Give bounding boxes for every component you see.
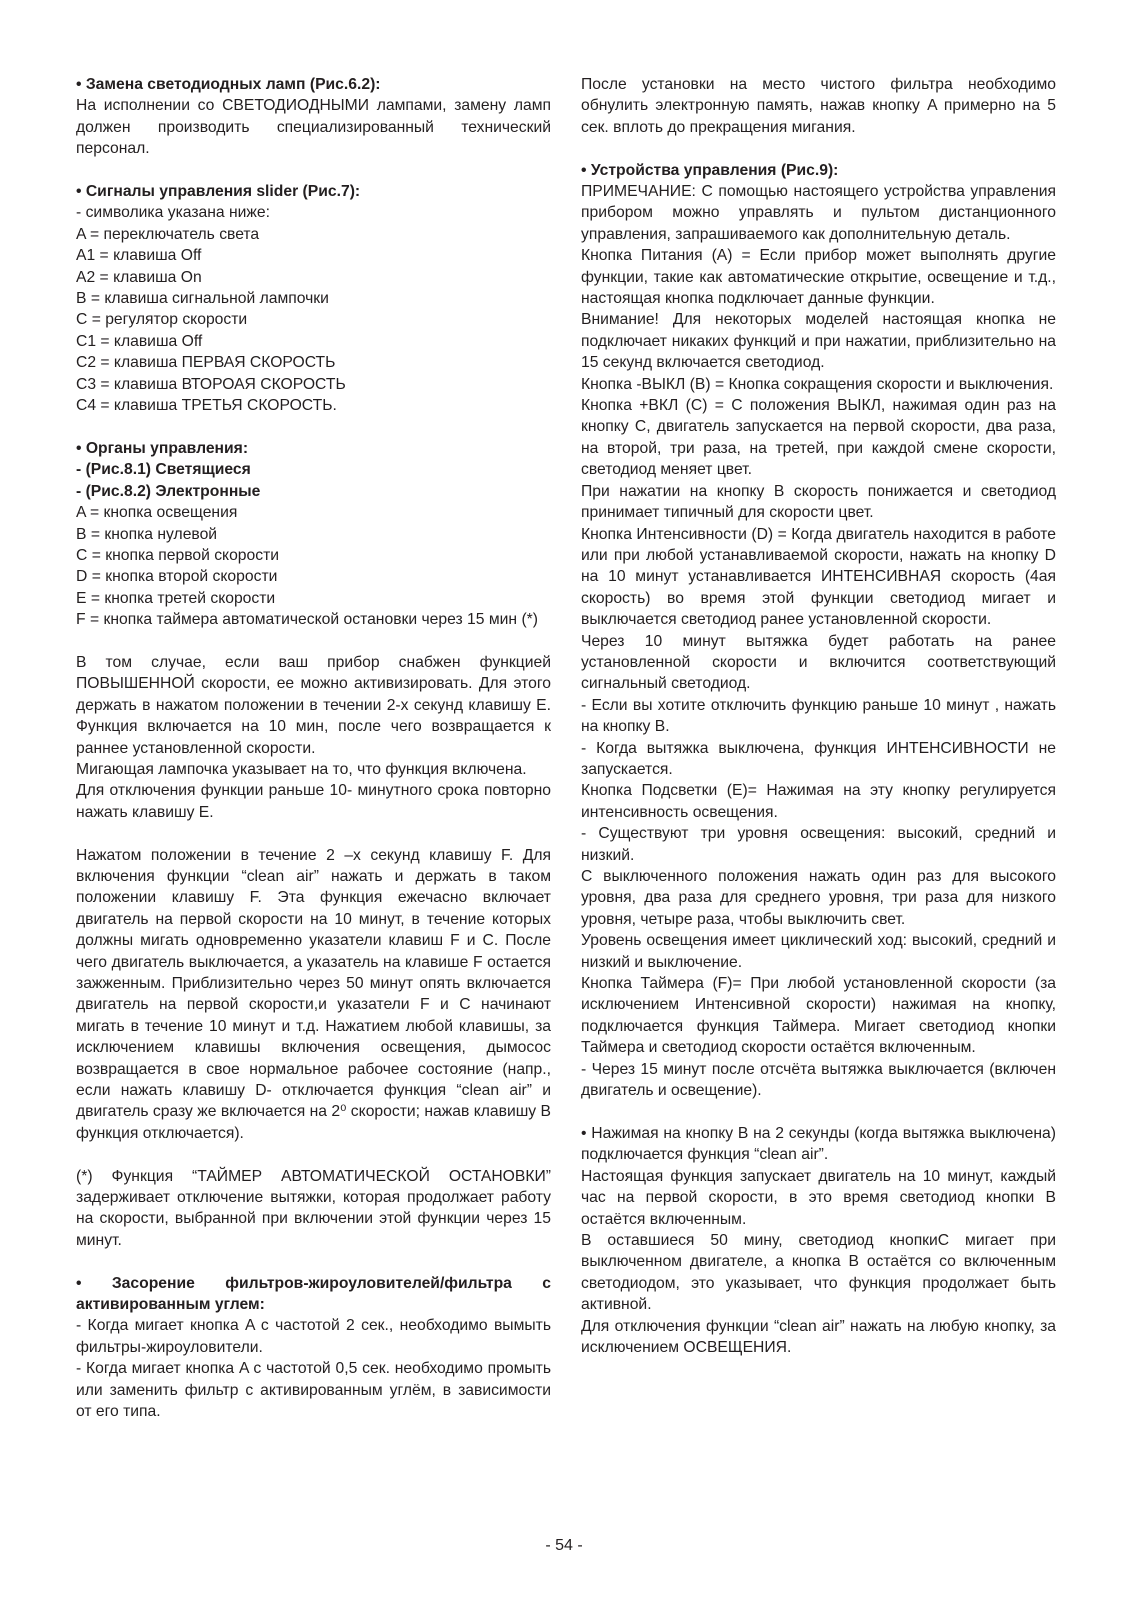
paragraph: - Существуют три уровня освещения: высокий, средний и низкий. — [581, 825, 1056, 864]
paragraph: - Когда мигает кнопка A с частотой 0,5 сек. необходимо промыть или заменить фильтр с активированным углём, в зависимости от его типа. — [76, 1360, 551, 1421]
paragraph-gap — [581, 138, 1056, 159]
paragraph: Кнопка Таймера (F)= При любой установленной скорости (за исключением Интенсивной скорости) нажимая на кнопку, подключается функция Таймера. Мигает светодиод кнопки Таймера и светодиод скорости остаётся включенным. — [581, 975, 1056, 1057]
left-column — [76, 74, 551, 1423]
page-number: - 54 - — [545, 1537, 583, 1554]
paragraph: Мигающая лампочка указывает на то, что функция включена. — [76, 760, 527, 778]
paragraph: С выключенного положения нажать один раз для высокого уровня, два раза для среднего уровня, три раза для низкого уровня, четыре раза, чтобы выключить свет. — [581, 868, 1056, 928]
paragraph: C3 = клавиша ВТОРОАЯ СКОРОСТЬ — [76, 375, 346, 393]
paragraph: C = кнопка первой скорости — [76, 546, 280, 564]
paragraph: - символика указана ниже: — [76, 204, 270, 222]
paragraph: A1 = клавиша Off — [76, 247, 202, 265]
paragraph: Через 10 минут вытяжка будет работать на ранее установленной скорости и включится соответствующий сигнальный светодиод. — [581, 632, 1056, 693]
paragraph: После установки на место чистого фильтра необходимо обнулить электронную память, нажав кнопку A примерно на 5 сек. вплоть до прекращения мигания. — [581, 76, 1056, 136]
paragraph: C4 = клавиша ТРЕТЬЯ СКОРОСТЬ. — [76, 397, 337, 415]
paragraph: (*) Функция “ТАЙМЕР АВТОМАТИЧЕСКОЙ ОСТАНОВКИ” задерживает отключение вытяжки, которая продолжает работу на скорости, выбранной при включении этой функции через 15 минут. — [76, 1167, 551, 1249]
paragraph: Для отключения функции “clean air” нажать на любую кнопку, за исключением ОСВЕЩЕНИЯ. — [581, 1317, 1056, 1356]
paragraph-gap — [581, 1101, 1056, 1122]
paragraph: Внимание! Для некоторых моделей настоящая кнопка не подключает никаких функций и при нажатии, приблизительно на 15 секунд включается светодиод. — [581, 311, 1056, 372]
paragraph-gap — [76, 631, 551, 652]
section-heading: • Сигналы управления slider (Рис.7): — [76, 183, 361, 201]
paragraph: ПРИМЕЧАНИЕ: С помощью настоящего устройства управления прибором можно управлять и пультом дистанционного управления, запрашиваемого как дополнительную деталь. — [581, 183, 1056, 243]
paragraph-gap — [76, 1144, 551, 1165]
paragraph: A2 = клавиша On — [76, 268, 202, 286]
paragraph: При нажатии на кнопку B скорость понижается и светодиод принимает типичный для скорости цвет. — [581, 482, 1056, 522]
paragraph: C = регулятор скорости — [76, 311, 248, 329]
paragraph: - Когда мигает кнопка A с частотой 2 сек., необходимо вымыть фильтры-жироуловители. — [76, 1317, 551, 1356]
section-heading: - (Рис.8.1) Светящиеся — [76, 461, 251, 479]
section-heading: - (Рис.8.2) Электронные — [76, 482, 261, 500]
paragraph: Уровень освещения имеет циклический ход: высокий, средний и низкий и выключение. — [581, 932, 1056, 971]
paragraph: A = переключатель света — [76, 225, 260, 243]
paragraph: B = клавиша сигнальной лампочки — [76, 290, 329, 308]
paragraph-gap — [76, 1251, 551, 1272]
paragraph: • Нажимая на кнопку B на 2 секунды (когда вытяжка выключена) подключается функция “clean air”. — [581, 1124, 1056, 1164]
paragraph: Кнопка Питания (A) = Если прибор может выполнять другие функции, такие как автоматические открытие, освещение и т.д., настоящая кнопка подключает данные функции. — [581, 247, 1056, 308]
paragraph: B = кнопка нулевой — [76, 525, 218, 543]
paragraph: F = кнопка таймера автоматической остановки через 15 мин (*) — [76, 611, 538, 629]
paragraph: - Через 15 минут после отсчёта вытяжка выключается (включен двигатель и освещение). — [581, 1060, 1056, 1100]
right-column — [581, 74, 1056, 1358]
paragraph: Кнопка +ВКЛ (C) = С положения ВЫКЛ, нажимая один раз на кнопку C, двигатель запускается на первой скорости, два раза, на второй, три раза, на третей, при каждой смене скорости, светодиод меняет цвет. — [581, 397, 1056, 479]
paragraph: В том случае, если ваш прибор снабжен функцией ПОВЫШЕННОЙ скорости, ее можно активизировать. Для этого держать в нажатом положении в течении 2-х секунд клавишу E. Функция включается на 10 мин, после чего возвращается к раннее установленной скорости. — [76, 653, 551, 757]
paragraph: - Когда вытяжка выключена, функция ИНТЕНСИВНОСТИ не запускается. — [581, 739, 1056, 778]
paragraph-gap — [76, 416, 551, 437]
paragraph: Кнопка -ВЫКЛ (B) = Кнопка сокращения скорости и выключения. — [581, 375, 1054, 393]
paragraph: Для отключения функции раньше 10- минутного срока повторно нажать клавишу E. — [76, 782, 551, 821]
paragraph: Кнопка Подсветки (E)= Нажимая на эту кнопку регулируется интенсивность освещения. — [581, 782, 1056, 821]
paragraph: На исполнении со СВЕТОДИОДНЫМИ лампами, замену ламп должен производить специализированный технический персонал. — [76, 97, 551, 158]
section-heading: • Замена светодиодных ламп (Рис.6.2): — [76, 76, 381, 93]
section-heading: • Органы управления: — [76, 439, 249, 457]
paragraph: C2 = клавиша ПЕРВАЯ СКОРОСТЬ — [76, 354, 336, 372]
paragraph: Кнопка Интенсивности (D) = Когда двигатель находится в работе или при любой устанавливаемой скорости, нажать на кнопку D на 10 минут устанавливается ИНТЕНСИВНАЯ скорость (4ая скорость) во время этой функции светодиод мигает и выключается светодиод ранее установленной скорости. — [581, 525, 1056, 629]
paragraph: Настоящая функция запускает двигатель на 10 минут, каждый час на первой скорости, в это время светодиод кнопки B остаётся включенным. — [581, 1167, 1056, 1228]
paragraph: C1 = клавиша Off — [76, 332, 203, 350]
paragraph-gap — [76, 160, 551, 181]
section-heading: • Засорение фильтров-жироуловителей/фильтра с активированным углем: — [76, 1274, 551, 1314]
paragraph: Нажатом положении в течение 2 –х секунд клавишу F. Для включения функции “clean air” нажать и держать в таком положении клавишу F. Эта функция ежечасно включает двигатель на первой скорости на 10 минут, в течение которых должны мигать одновременно указатели клавиш F и C. После чего двигатель выключается, а указатель на клавише F остается зажженным. Приблизительно через 50 минут опять включается двигатель на первой скорости,и указатели F и C начинают мигать в течение 10 минут и т.д. Нажатием любой клавишы, за исключением клавишы включения освещения, дымосос возвращается в свое нормальное рабочее состояние (напр., если нажать клавишу D- отключается функция “clean air” и двигатель сразу же включается на 2⁰ скорости; нажав клавишу B функция отключается). — [76, 846, 551, 1142]
paragraph: E = кнопка третей скорости — [76, 589, 276, 607]
paragraph: D = кнопка второй скорости — [76, 568, 278, 586]
section-heading: • Устройства управления (Рис.9): — [581, 161, 839, 179]
paragraph: A = кнопка освещения — [76, 504, 238, 522]
paragraph-gap — [76, 823, 551, 844]
paragraph: В оставшиеся 50 мину, светодиод кнопкиC мигает при выключенном двигателе, а кнопка B остаётся со включенным светодиодом, это указывает, что функция продолжает быть активной. — [581, 1231, 1056, 1314]
paragraph: - Если вы хотите отключить функцию раньше 10 минут , нажать на кнопку B. — [581, 696, 1056, 736]
